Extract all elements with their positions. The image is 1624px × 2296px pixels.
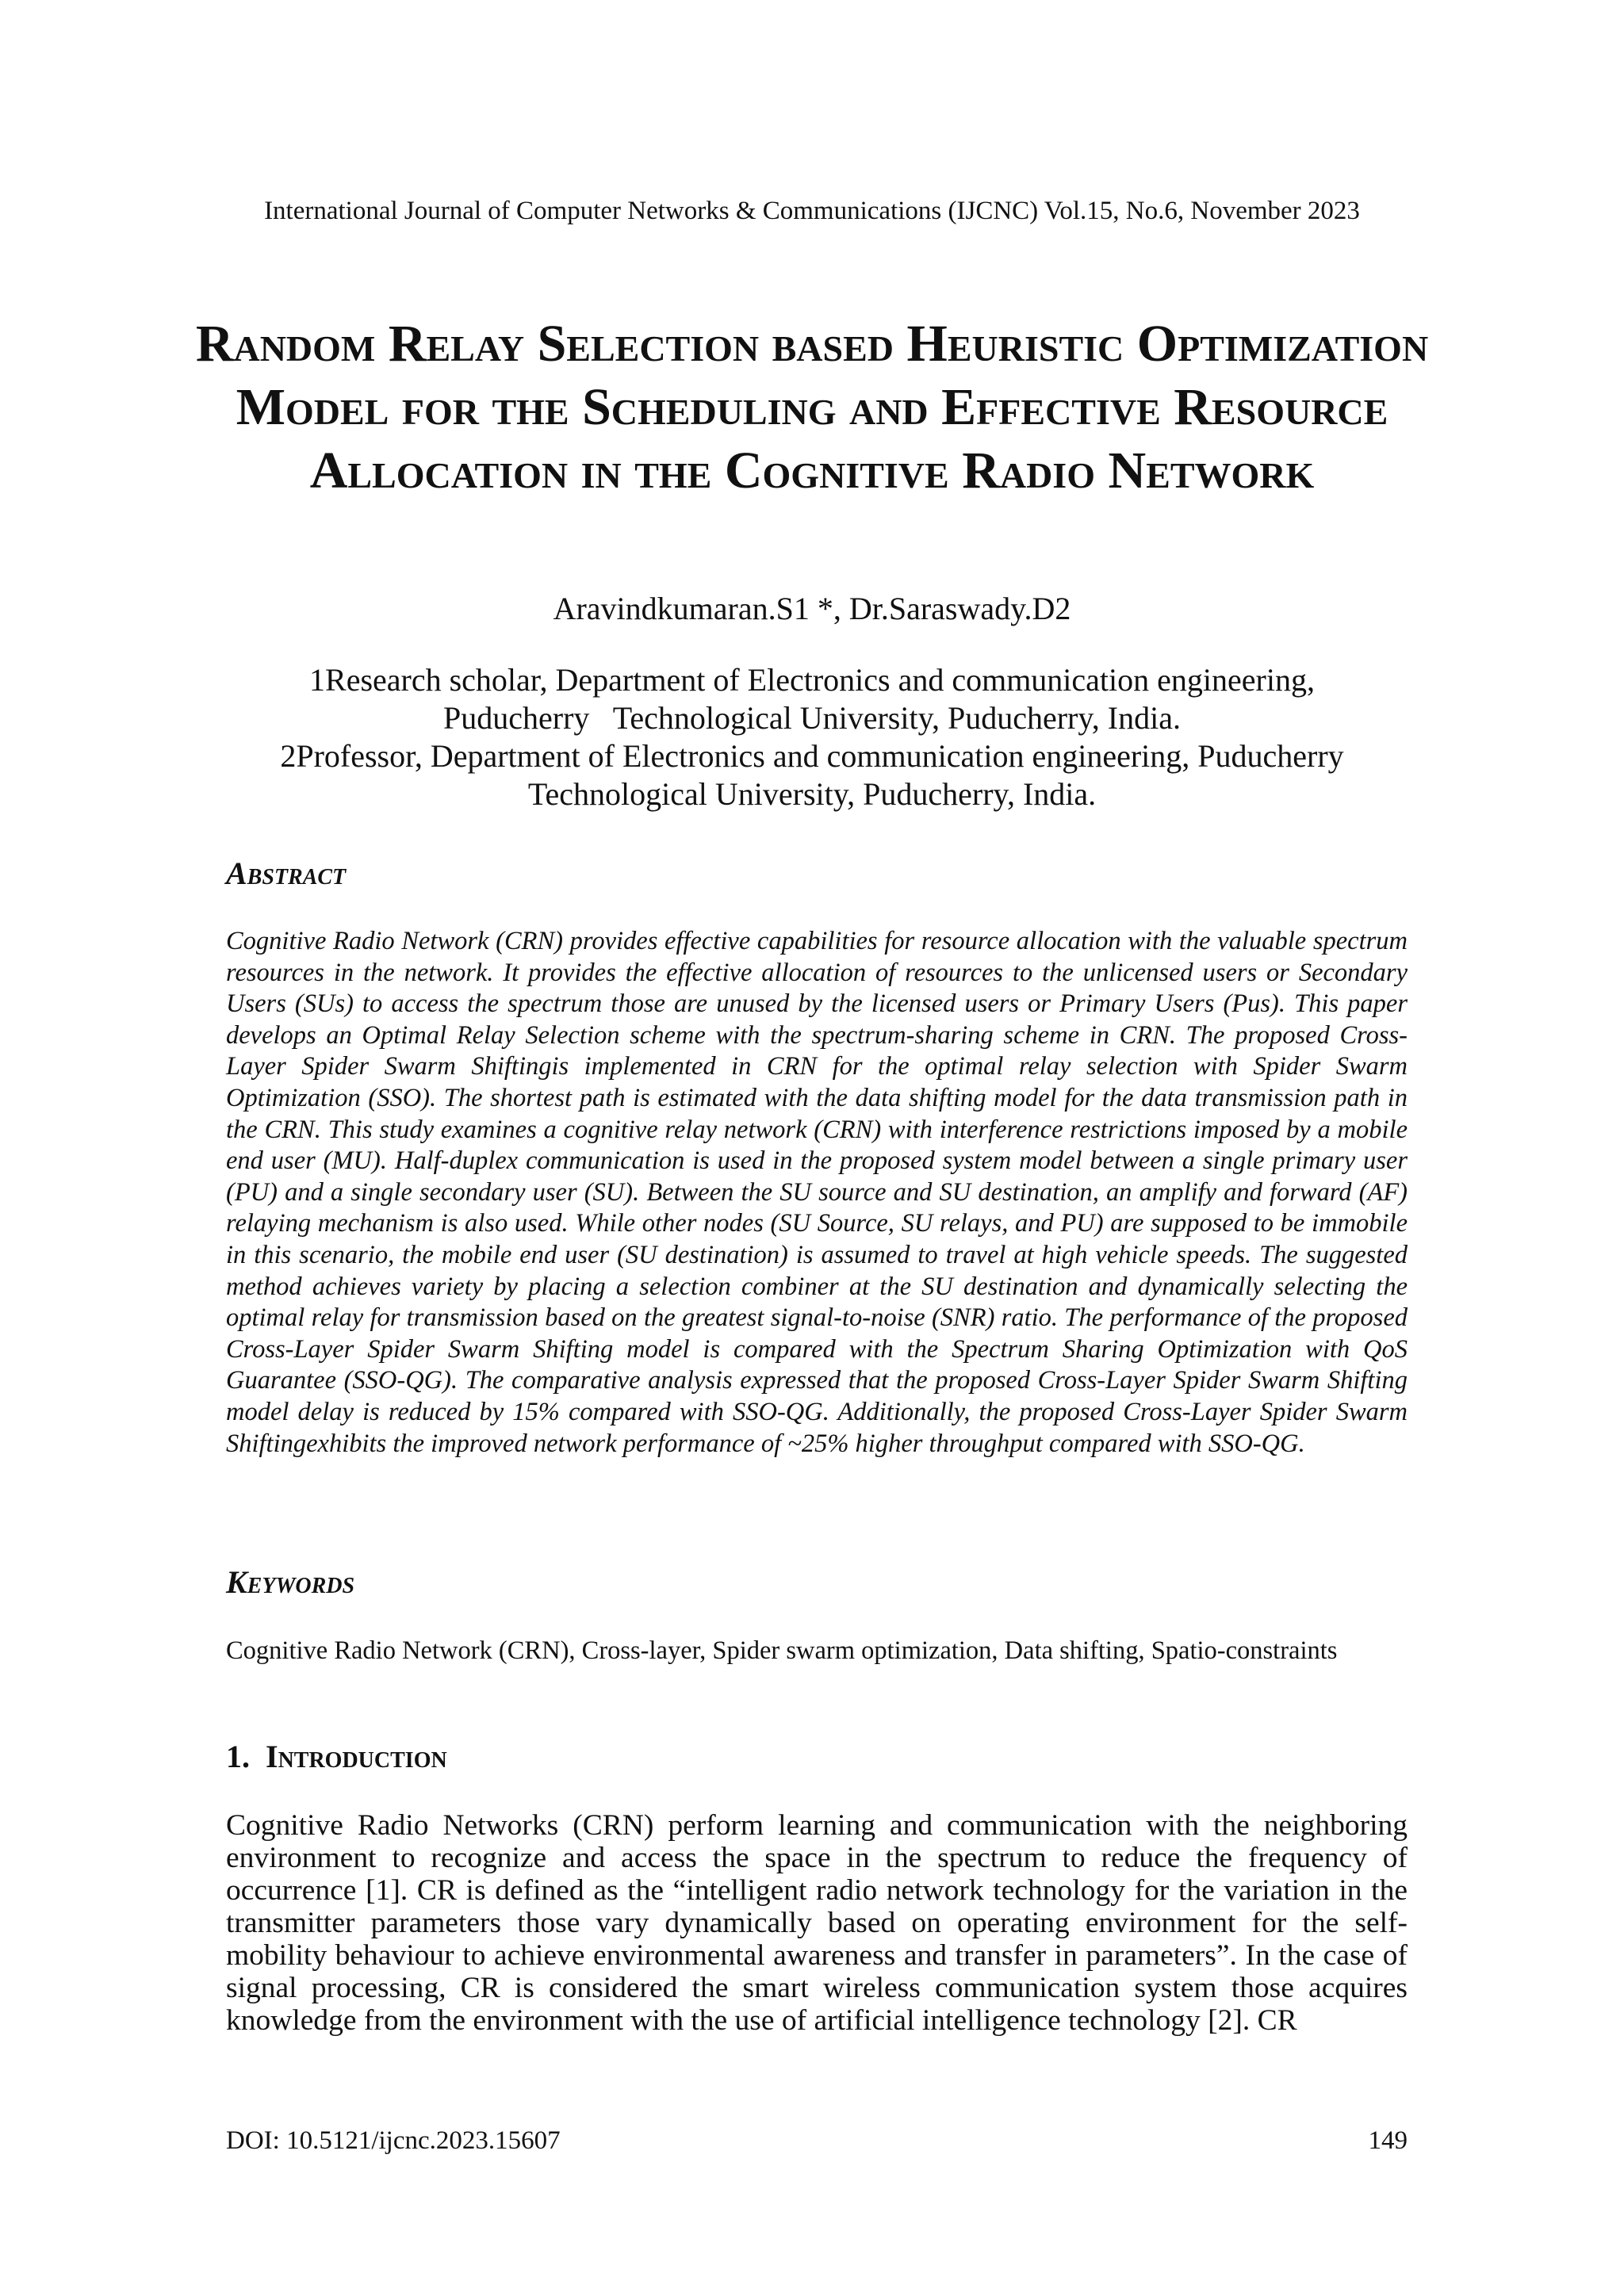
- affiliation-line: 1Research scholar, Department of Electronics and communication engineering,: [309, 662, 1315, 698]
- paper-title: Random Relay Selection based Heuristic Optimization Model for the Scheduling and Effective Resource Allocation in the Cognitive Radio Network: [195, 315, 1429, 499]
- footer-doi: DOI: 10.5121/ijcnc.2023.15607: [226, 2126, 561, 2155]
- keywords-body: Cognitive Radio Network (CRN), Cross-layer, Spider swarm optimization, Data shifting, Spatio-constraints: [226, 1636, 1338, 1665]
- abstract-heading: Abstract: [226, 855, 347, 891]
- affiliation-line: 2Professor, Department of Electronics and communication engineering, Puducherry: [280, 738, 1344, 774]
- journal-header: International Journal of Computer Networks & Communications (IJCNC) Vol.15, No.6, November 2023: [264, 197, 1360, 225]
- page-number: 149: [1368, 2126, 1408, 2155]
- affiliation-line: Puducherry Technological University, Puducherry, India.: [443, 700, 1181, 736]
- keywords-heading: Keywords: [226, 1564, 355, 1600]
- affiliations: [190, 661, 1434, 813]
- affiliation-line: Technological University, Puducherry, India.: [527, 776, 1097, 812]
- introduction-heading: 1. Introduction: [226, 1739, 447, 1774]
- abstract-body: Cognitive Radio Network (CRN) provides effective capabilities for resource allocation with the valuable spectrum resources in the network. It provides the effective allocation of resources to the unlicensed users or Secondary Users (SUs) to access the spectrum those are unused by the licensed users or Primary Users (Pus). This paper develops an Optimal Relay Selection scheme with the spectrum-sharing scheme in CRN. The proposed Cross-Layer Spider Swarm Shiftingis implemented in CRN for the optimal relay selection with Spider Swarm Optimization (SSO). The shortest path is estimated with the data shifting model for the data transmission path in the CRN. This study examines a cognitive relay network (CRN) with interference restrictions imposed by a mobile end user (MU). Half-duplex communication is used in the proposed system model between a single primary user (PU) and a single secondary user (SU). Between the SU source and SU destination, an amplify and forward (AF) relaying mechanism is also used. While other nodes (SU Source, SU relays, and PU) are supposed to be immobile in this scenario, the mobile end user (SU destination) is assumed to travel at high vehicle speeds. The suggested method achieves variety by placing a selection combiner at the SU destination and dynamically selecting the optimal relay for transmission based on the greatest signal-to-noise (SNR) ratio. The performance of the proposed Cross-Layer Spider Swarm Shifting model is compared with the Spectrum Sharing Optimization with QoS Guarantee (SSO-QG). The comparative analysis expressed that the proposed Cross-Layer Spider Swarm Shifting model delay is reduced by 15% compared with SSO-QG. Additionally, the proposed Cross-Layer Spider Swarm Shiftingexhibits the improved network performance of ~25% higher throughput compared with SSO-QG.: [226, 927, 1408, 1458]
- introduction-body: Cognitive Radio Networks (CRN) perform learning and communication with the neighboring environment to recognize and access the space in the spectrum to reduce the frequency of occurrence [1]. CR is defined as the “intelligent radio network technology for the variation in the transmitter parameters those vary dynamically based on operating environment for the self-mobility behaviour to achieve environmental awareness and transfer in parameters”. In the case of signal processing, CR is considered the smart wireless communication system those acquires knowledge from the environment with the use of artificial intelligence technology [2]. CR: [226, 1809, 1408, 2037]
- authors: Aravindkumaran.S1 *, Dr.Saraswady.D2: [553, 591, 1071, 626]
